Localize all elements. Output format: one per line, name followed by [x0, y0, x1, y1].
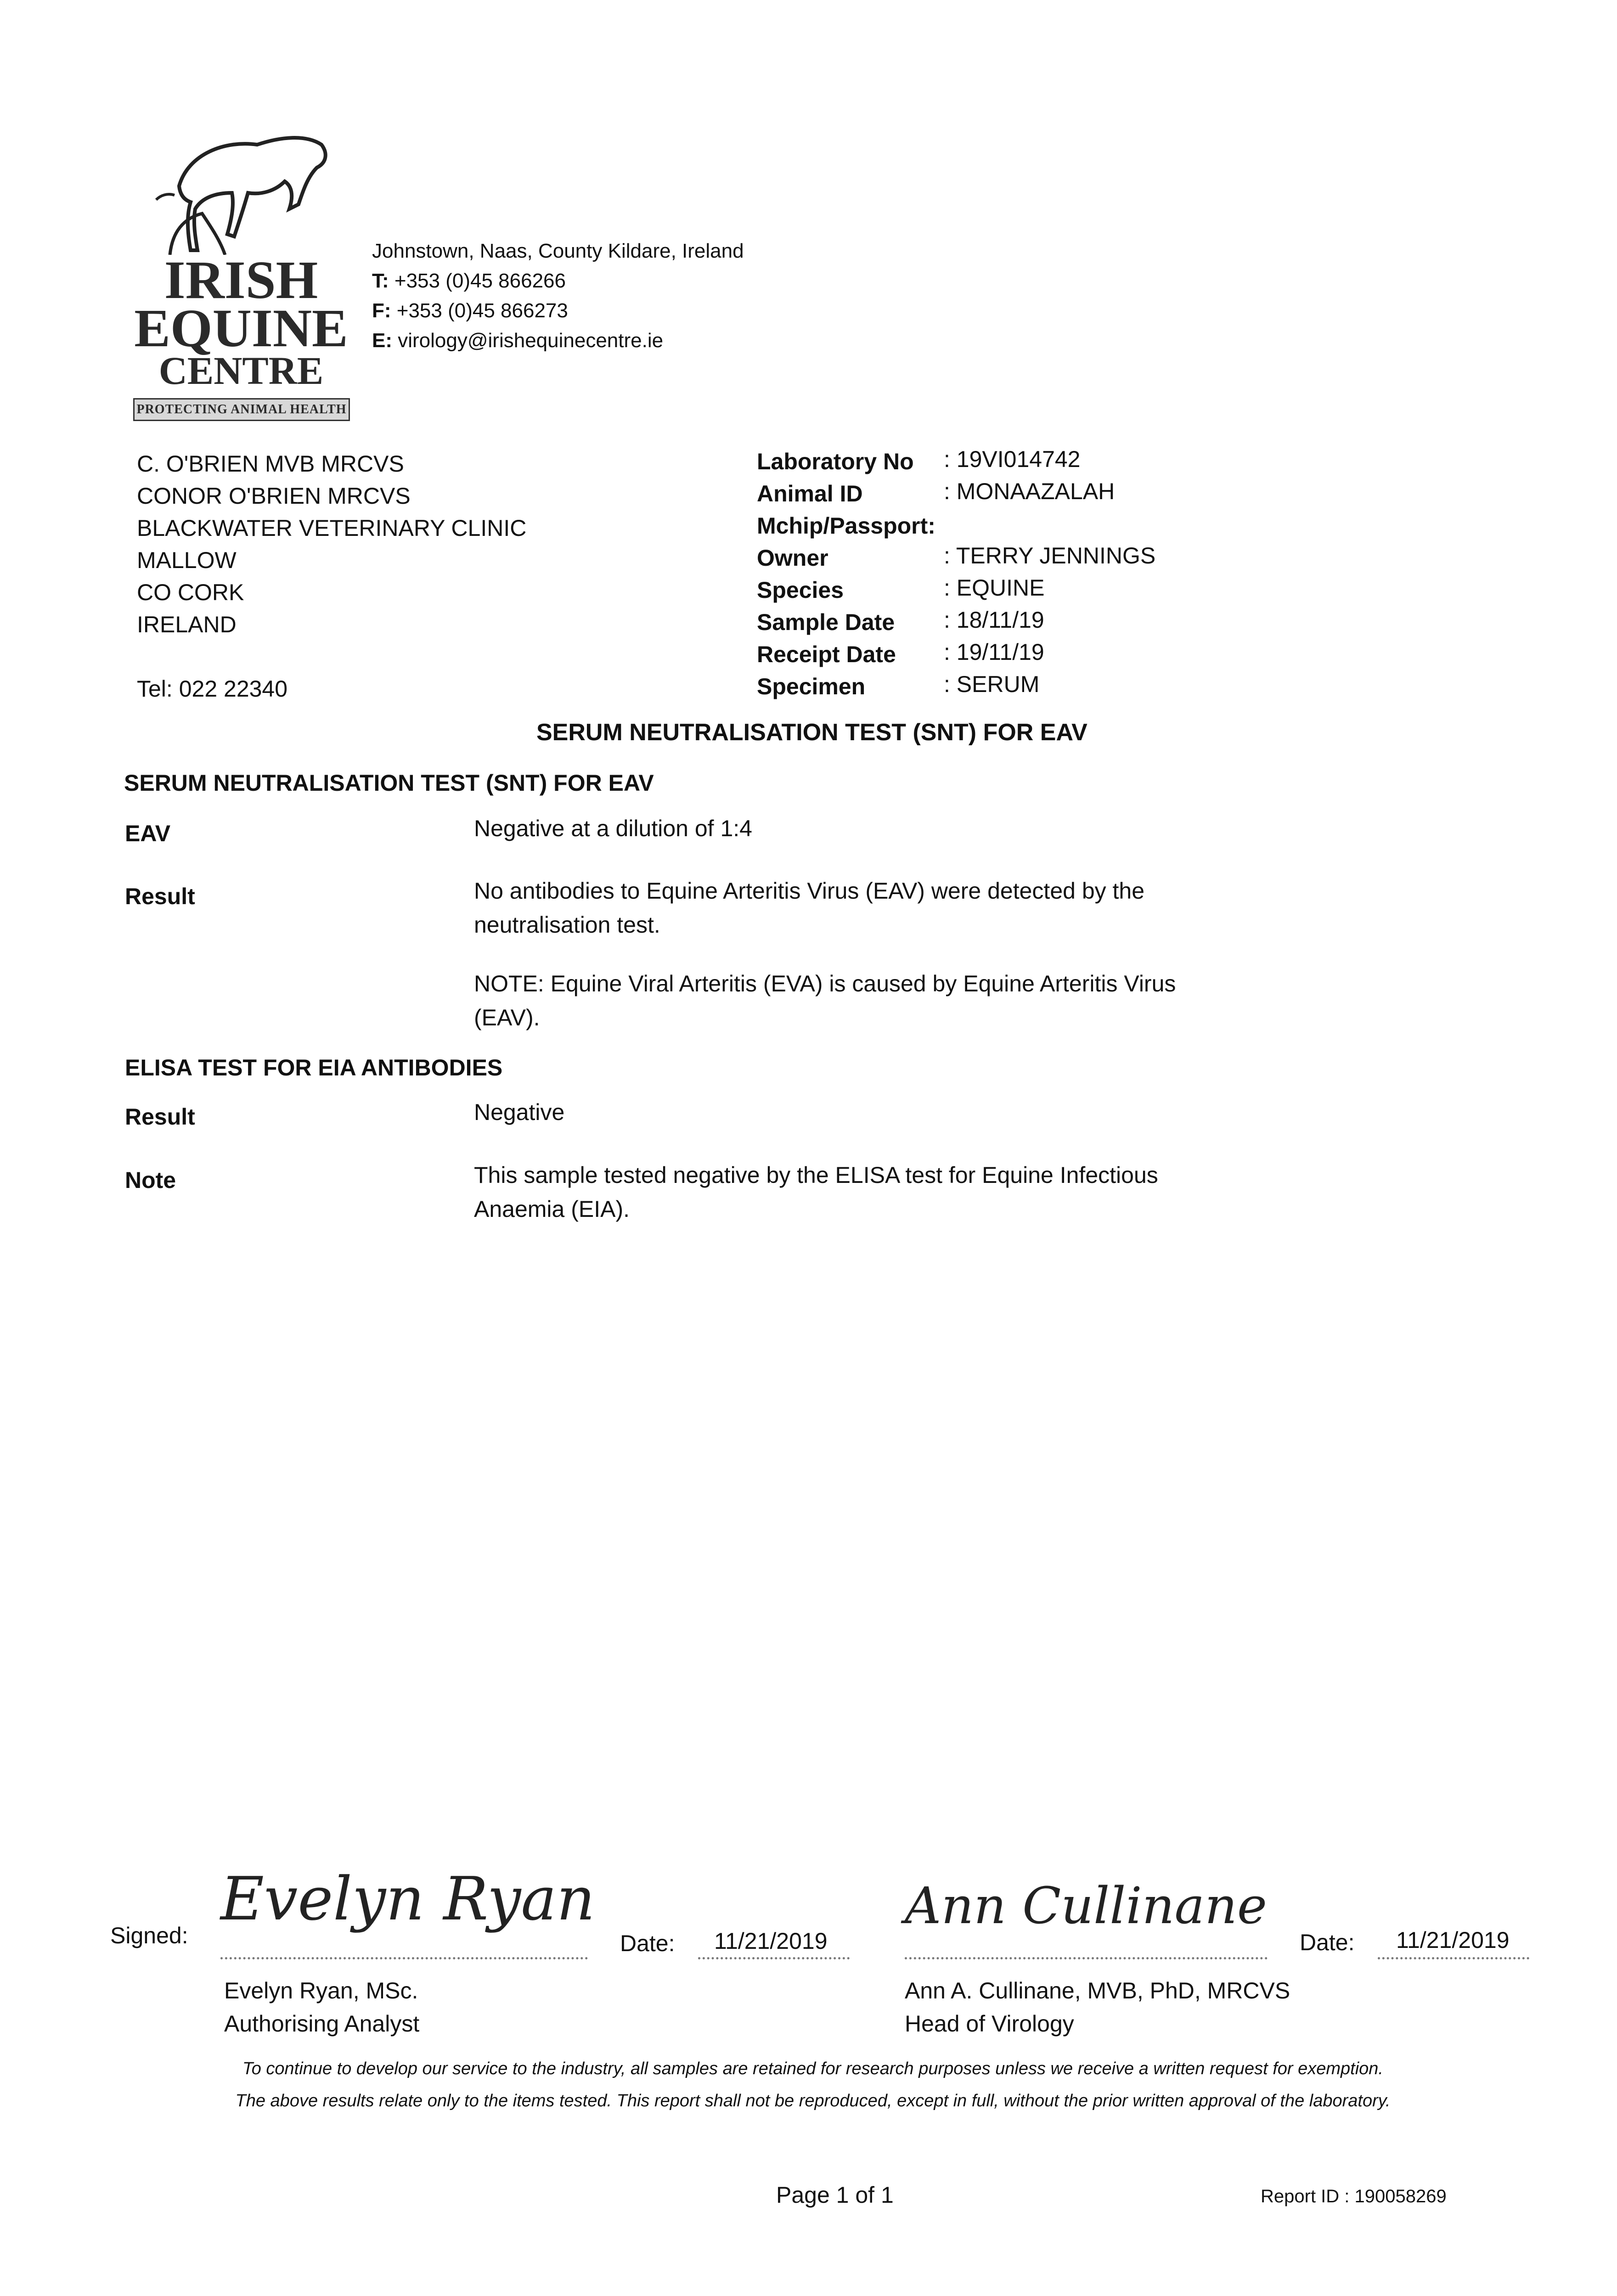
date-value: 11/21/2019	[1396, 1927, 1510, 1953]
signer-name: Ann A. Cullinane, MVB, PhD, MRCVS	[905, 1978, 1290, 2003]
elisa-note-value: This sample tested negative by the ELISA test for Equine Infectious Anaemia (EIA).	[474, 1162, 1158, 1222]
species-label: Species	[757, 577, 844, 603]
species-value: : EQUINE	[944, 575, 1045, 601]
recipient-line: C. O'BRIEN MVB MRCVS	[137, 451, 404, 477]
signature-line	[905, 1957, 1268, 1959]
receipt-date-value: : 19/11/19	[944, 639, 1044, 665]
date-label: Date:	[620, 1930, 675, 1956]
logo-word-centre: CENTRE	[158, 349, 324, 393]
org-email	[372, 326, 663, 355]
specimen-label: Specimen	[757, 674, 866, 699]
signer-name: Evelyn Ryan, MSc.	[224, 1978, 418, 2003]
sample-date-value: : 18/11/19	[944, 607, 1044, 633]
lab-no-label: Laboratory No	[757, 449, 914, 474]
recipient-line: IRELAND	[137, 612, 237, 637]
snt-note: NOTE: Equine Viral Arteritis (EVA) is caused by Equine Arteritis Virus (EAV).	[474, 971, 1176, 1030]
org-phone	[372, 266, 566, 296]
signer-role: Head of Virology	[905, 2011, 1074, 2037]
page-number: Page 1 of 1	[776, 2182, 894, 2208]
recipient-line: CONOR O'BRIEN MRCVS	[137, 483, 411, 509]
fax-value: +353 (0)45 866273	[396, 299, 568, 322]
date-line	[1378, 1957, 1529, 1959]
organization-logo	[133, 117, 349, 425]
elisa-result-label: Result	[125, 1104, 195, 1130]
elisa-result-value: Negative	[474, 1099, 565, 1125]
recipient-tel: Tel: 022 22340	[137, 676, 288, 702]
signature-line	[220, 1957, 588, 1959]
logo-word-equine: EQUINE	[134, 298, 348, 358]
owner-value: : TERRY JENNINGS	[944, 543, 1156, 568]
org-fax	[372, 296, 568, 326]
eav-label: EAV	[125, 821, 171, 846]
snt-result-value: No antibodies to Equine Arteritis Virus (EAV) were detected by the neutralisation test.	[474, 878, 1145, 938]
lab-no-value: : 19VI014742	[944, 446, 1081, 472]
date-label: Date:	[1300, 1930, 1355, 1955]
horse-emblem-icon	[152, 117, 335, 255]
email-key: E:	[372, 329, 392, 352]
recipient-line: BLACKWATER VETERINARY CLINIC	[137, 515, 527, 541]
owner-label: Owner	[757, 545, 828, 571]
report-id: Report ID : 190058269	[1261, 2186, 1447, 2206]
eav-value: Negative at a dilution of 1:4	[474, 816, 752, 841]
specimen-value: : SERUM	[944, 671, 1040, 697]
animal-id-value: : MONAAZALAH	[944, 478, 1115, 504]
date-line	[698, 1957, 850, 1959]
phone-value: +353 (0)45 866266	[394, 270, 566, 292]
recipient-line: CO CORK	[137, 580, 244, 605]
snt-result-label: Result	[125, 884, 195, 909]
phone-key: T:	[372, 270, 389, 292]
snt-heading: SERUM NEUTRALISATION TEST (SNT) FOR EAV	[124, 770, 654, 796]
receipt-date-label: Receipt Date	[757, 642, 896, 667]
sample-date-label: Sample Date	[757, 609, 895, 635]
email-value: virology@irishequinecentre.ie	[398, 329, 664, 352]
signed-label: Signed:	[110, 1923, 188, 1948]
signer-role: Authorising Analyst	[224, 2011, 420, 2037]
mchip-label: Mchip/Passport:	[757, 513, 935, 539]
fax-key: F:	[372, 299, 391, 322]
recipient-line: MALLOW	[137, 547, 237, 573]
elisa-heading: ELISA TEST FOR EIA ANTIBODIES	[125, 1055, 503, 1080]
animal-id-label: Animal ID	[757, 481, 863, 506]
report-title: SERUM NEUTRALISATION TEST (SNT) FOR EAV	[536, 719, 1087, 746]
date-value: 11/21/2019	[714, 1928, 828, 1954]
org-address: Johnstown, Naas, County Kildare, Ireland	[372, 240, 744, 262]
logo-word-irish: IRISH	[164, 250, 318, 310]
signature-evelyn-ryan: Evelyn Ryan	[220, 1864, 595, 1934]
signature-ann-cullinane: Ann Cullinane	[905, 1876, 1268, 1935]
logo-tagline: PROTECTING ANIMAL HEALTH	[133, 398, 350, 421]
footer-disclaimer: To continue to develop our service to the industry, all samples are retained for research purposes unless we receive a written request for exemption.	[242, 2059, 1383, 2078]
elisa-note-label: Note	[125, 1167, 176, 1193]
footer-disclaimer: The above results relate only to the items tested. This report shall not be reproduced, except in full, without the prior written approval of the laboratory.	[235, 2091, 1391, 2110]
